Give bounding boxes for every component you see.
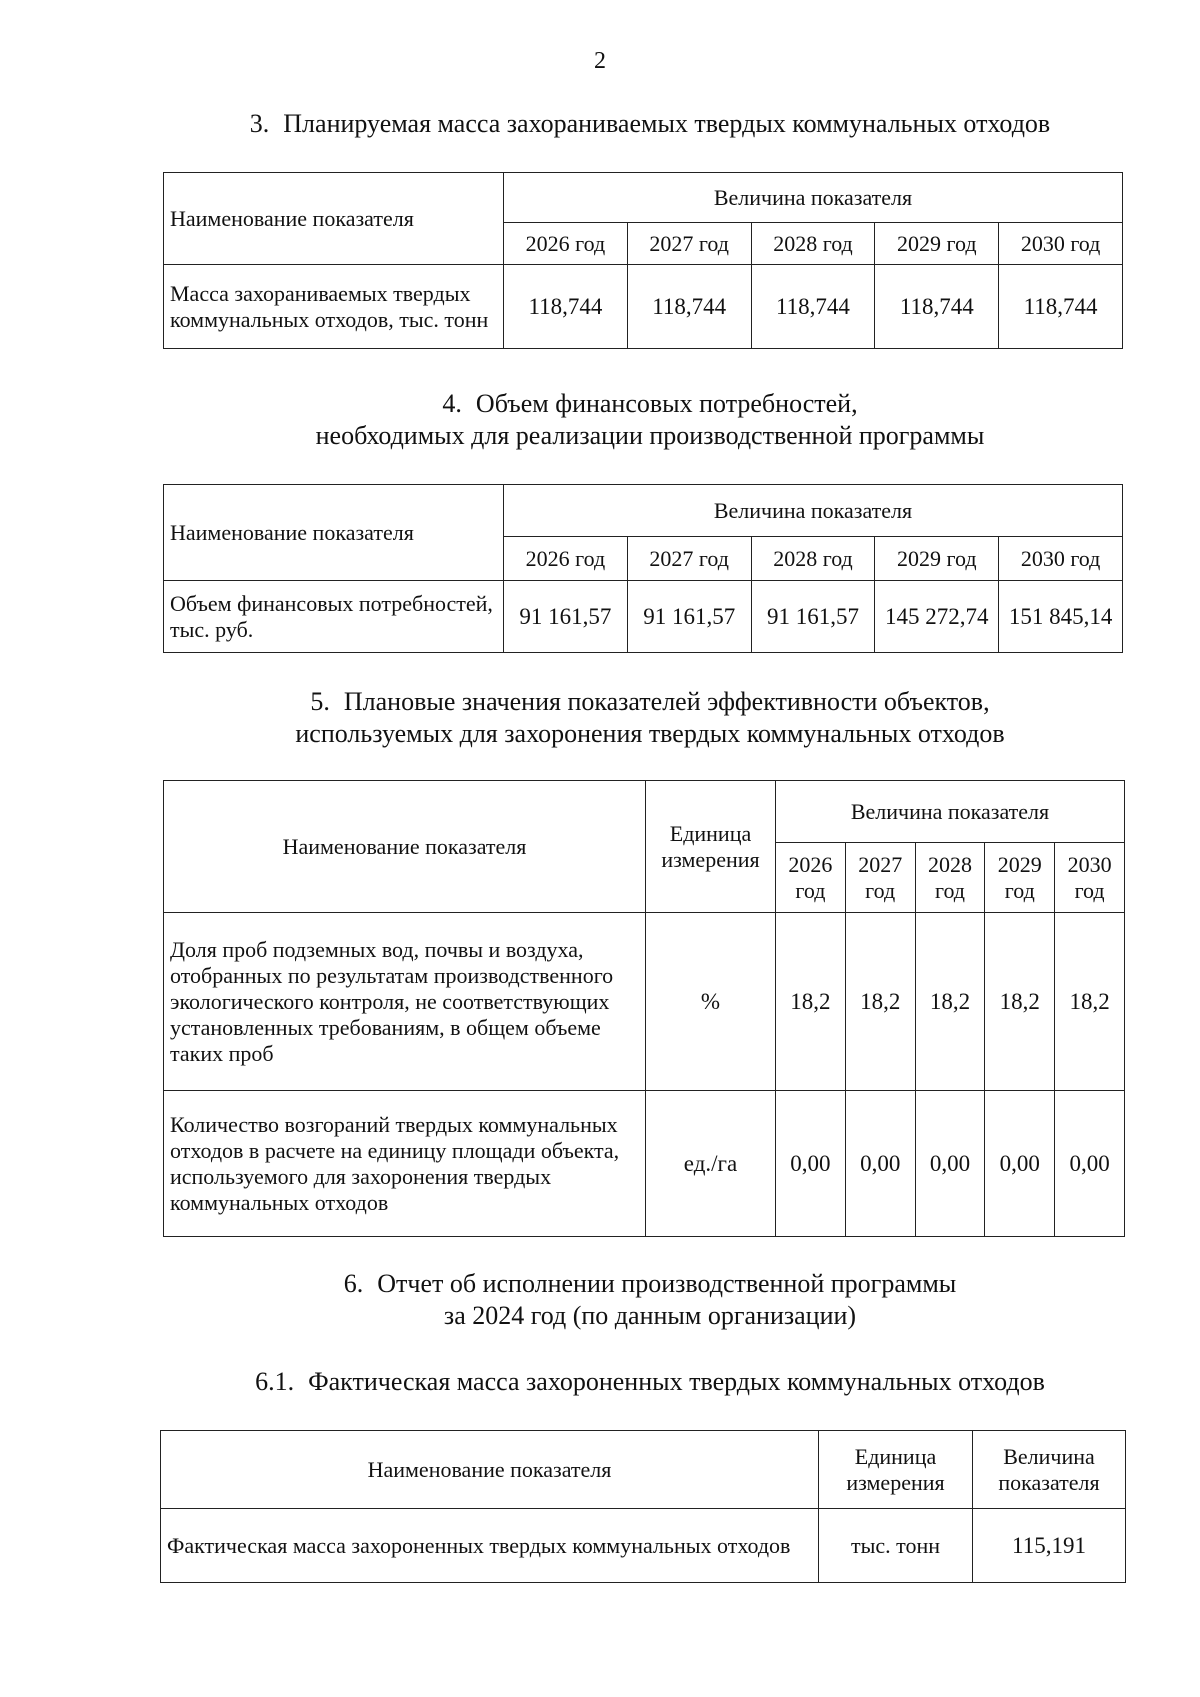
row-value: 0,00 [915,1091,985,1237]
section-3-number: 3. [249,109,270,138]
section-6-title-line2: за 2024 год (по данным организации) [443,1301,857,1330]
row-value: 18,2 [985,913,1055,1091]
table-row [161,1509,1126,1583]
header-indicator-name: Наименование показателя [164,781,646,913]
table-efficiency-indicators [163,780,1125,1237]
header-indicator-value: Величина показателя [973,1431,1126,1509]
row-value: 0,00 [1055,1091,1125,1237]
header-unit: Единица измерения [819,1431,973,1509]
header-year: 2029 год [875,537,999,581]
section-6-number: 6. [343,1269,364,1298]
header-unit: Единица измерения [646,781,776,913]
row-unit: ед./га [646,1091,776,1237]
header-year: 2030 год [999,537,1123,581]
header-indicator-name: Наименование показателя [161,1431,819,1509]
section-5-heading [160,686,1140,750]
row-value: 91 161,57 [751,581,875,653]
table-financial-needs [163,484,1123,653]
header-indicator-name: Наименование показателя [164,485,504,581]
section-4-title-line1: Объем финансовых потребностей, [475,389,858,418]
row-value: 118,744 [627,265,751,349]
table-row [164,913,1125,1091]
header-year: 2028 год [915,843,985,913]
section-4-number: 4. [442,389,462,418]
row-value: 18,2 [915,913,985,1091]
table-row [164,265,1123,349]
row-value: 0,00 [985,1091,1055,1237]
row-value: 18,2 [1055,913,1125,1091]
section-6-1-number: 6.1. [255,1367,295,1396]
header-year: 2027 год [845,843,915,913]
row-unit: тыс. тонн [819,1509,973,1583]
row-value: 115,191 [973,1509,1126,1583]
row-label: Количество возгораний твердых коммунальных отходов в расчете на единицу площади объекта, используемого для захоронения твердых коммунальных отходов [164,1091,646,1237]
row-label: Масса захораниваемых твердых коммунальных отходов, тыс. тонн [164,265,504,349]
table-row [164,1091,1125,1237]
table-actual-mass [160,1430,1126,1583]
row-value: 151 845,14 [999,581,1123,653]
row-label: Фактическая масса захороненных твердых коммунальных отходов [161,1509,819,1583]
header-year: 2028 год [751,537,875,581]
header-year: 2026 год [504,537,628,581]
header-indicator-value: Величина показателя [776,781,1125,843]
header-year: 2027 год [627,537,751,581]
row-value: 0,00 [845,1091,915,1237]
section-4-title-line2: необходимых для реализации производственной программы [315,421,985,450]
row-value: 118,744 [751,265,875,349]
row-unit: % [646,913,776,1091]
header-year: 2030 год [999,223,1123,265]
row-value: 18,2 [776,913,846,1091]
row-value: 118,744 [504,265,628,349]
header-year: 2026 год [776,843,846,913]
header-year: 2026 год [504,223,628,265]
section-6-title-line1: Отчет об исполнении производственной программы [377,1269,957,1298]
section-3-title: Планируемая масса захораниваемых твердых коммунальных отходов [283,109,1051,138]
row-value: 118,744 [999,265,1123,349]
row-value: 118,744 [875,265,999,349]
header-year: 2029 год [875,223,999,265]
section-3-heading [160,108,1140,140]
section-6-1-title: Фактическая масса захороненных твердых коммунальных отходов [308,1367,1045,1396]
row-value: 145 272,74 [875,581,999,653]
section-5-number: 5. [310,687,330,716]
header-year: 2030 год [1055,843,1125,913]
page-number: 2 [594,48,606,74]
table-row [164,581,1123,653]
header-indicator-value: Величина показателя [504,173,1123,223]
table-planned-mass [163,172,1123,349]
section-5-title-line2: используемых для захоронения твердых коммунальных отходов [295,719,1005,748]
header-year: 2028 год [751,223,875,265]
row-value: 91 161,57 [627,581,751,653]
header-indicator-name: Наименование показателя [164,173,504,265]
section-5-title-line1: Плановые значения показателей эффективности объектов, [343,687,990,716]
row-value: 91 161,57 [504,581,628,653]
row-value: 0,00 [776,1091,846,1237]
section-6-heading [160,1268,1140,1332]
header-year: 2027 год [627,223,751,265]
header-indicator-value: Величина показателя [504,485,1123,537]
row-label: Объем финансовых потребностей, тыс. руб. [164,581,504,653]
row-value: 18,2 [845,913,915,1091]
section-6-1-heading [160,1366,1140,1398]
header-year: 2029 год [985,843,1055,913]
section-4-heading [160,388,1140,452]
row-label: Доля проб подземных вод, почвы и воздуха, отобранных по результатам производственного экологического контроля, не соответствующих установленных требованиям, в общем объеме таких проб [164,913,646,1091]
